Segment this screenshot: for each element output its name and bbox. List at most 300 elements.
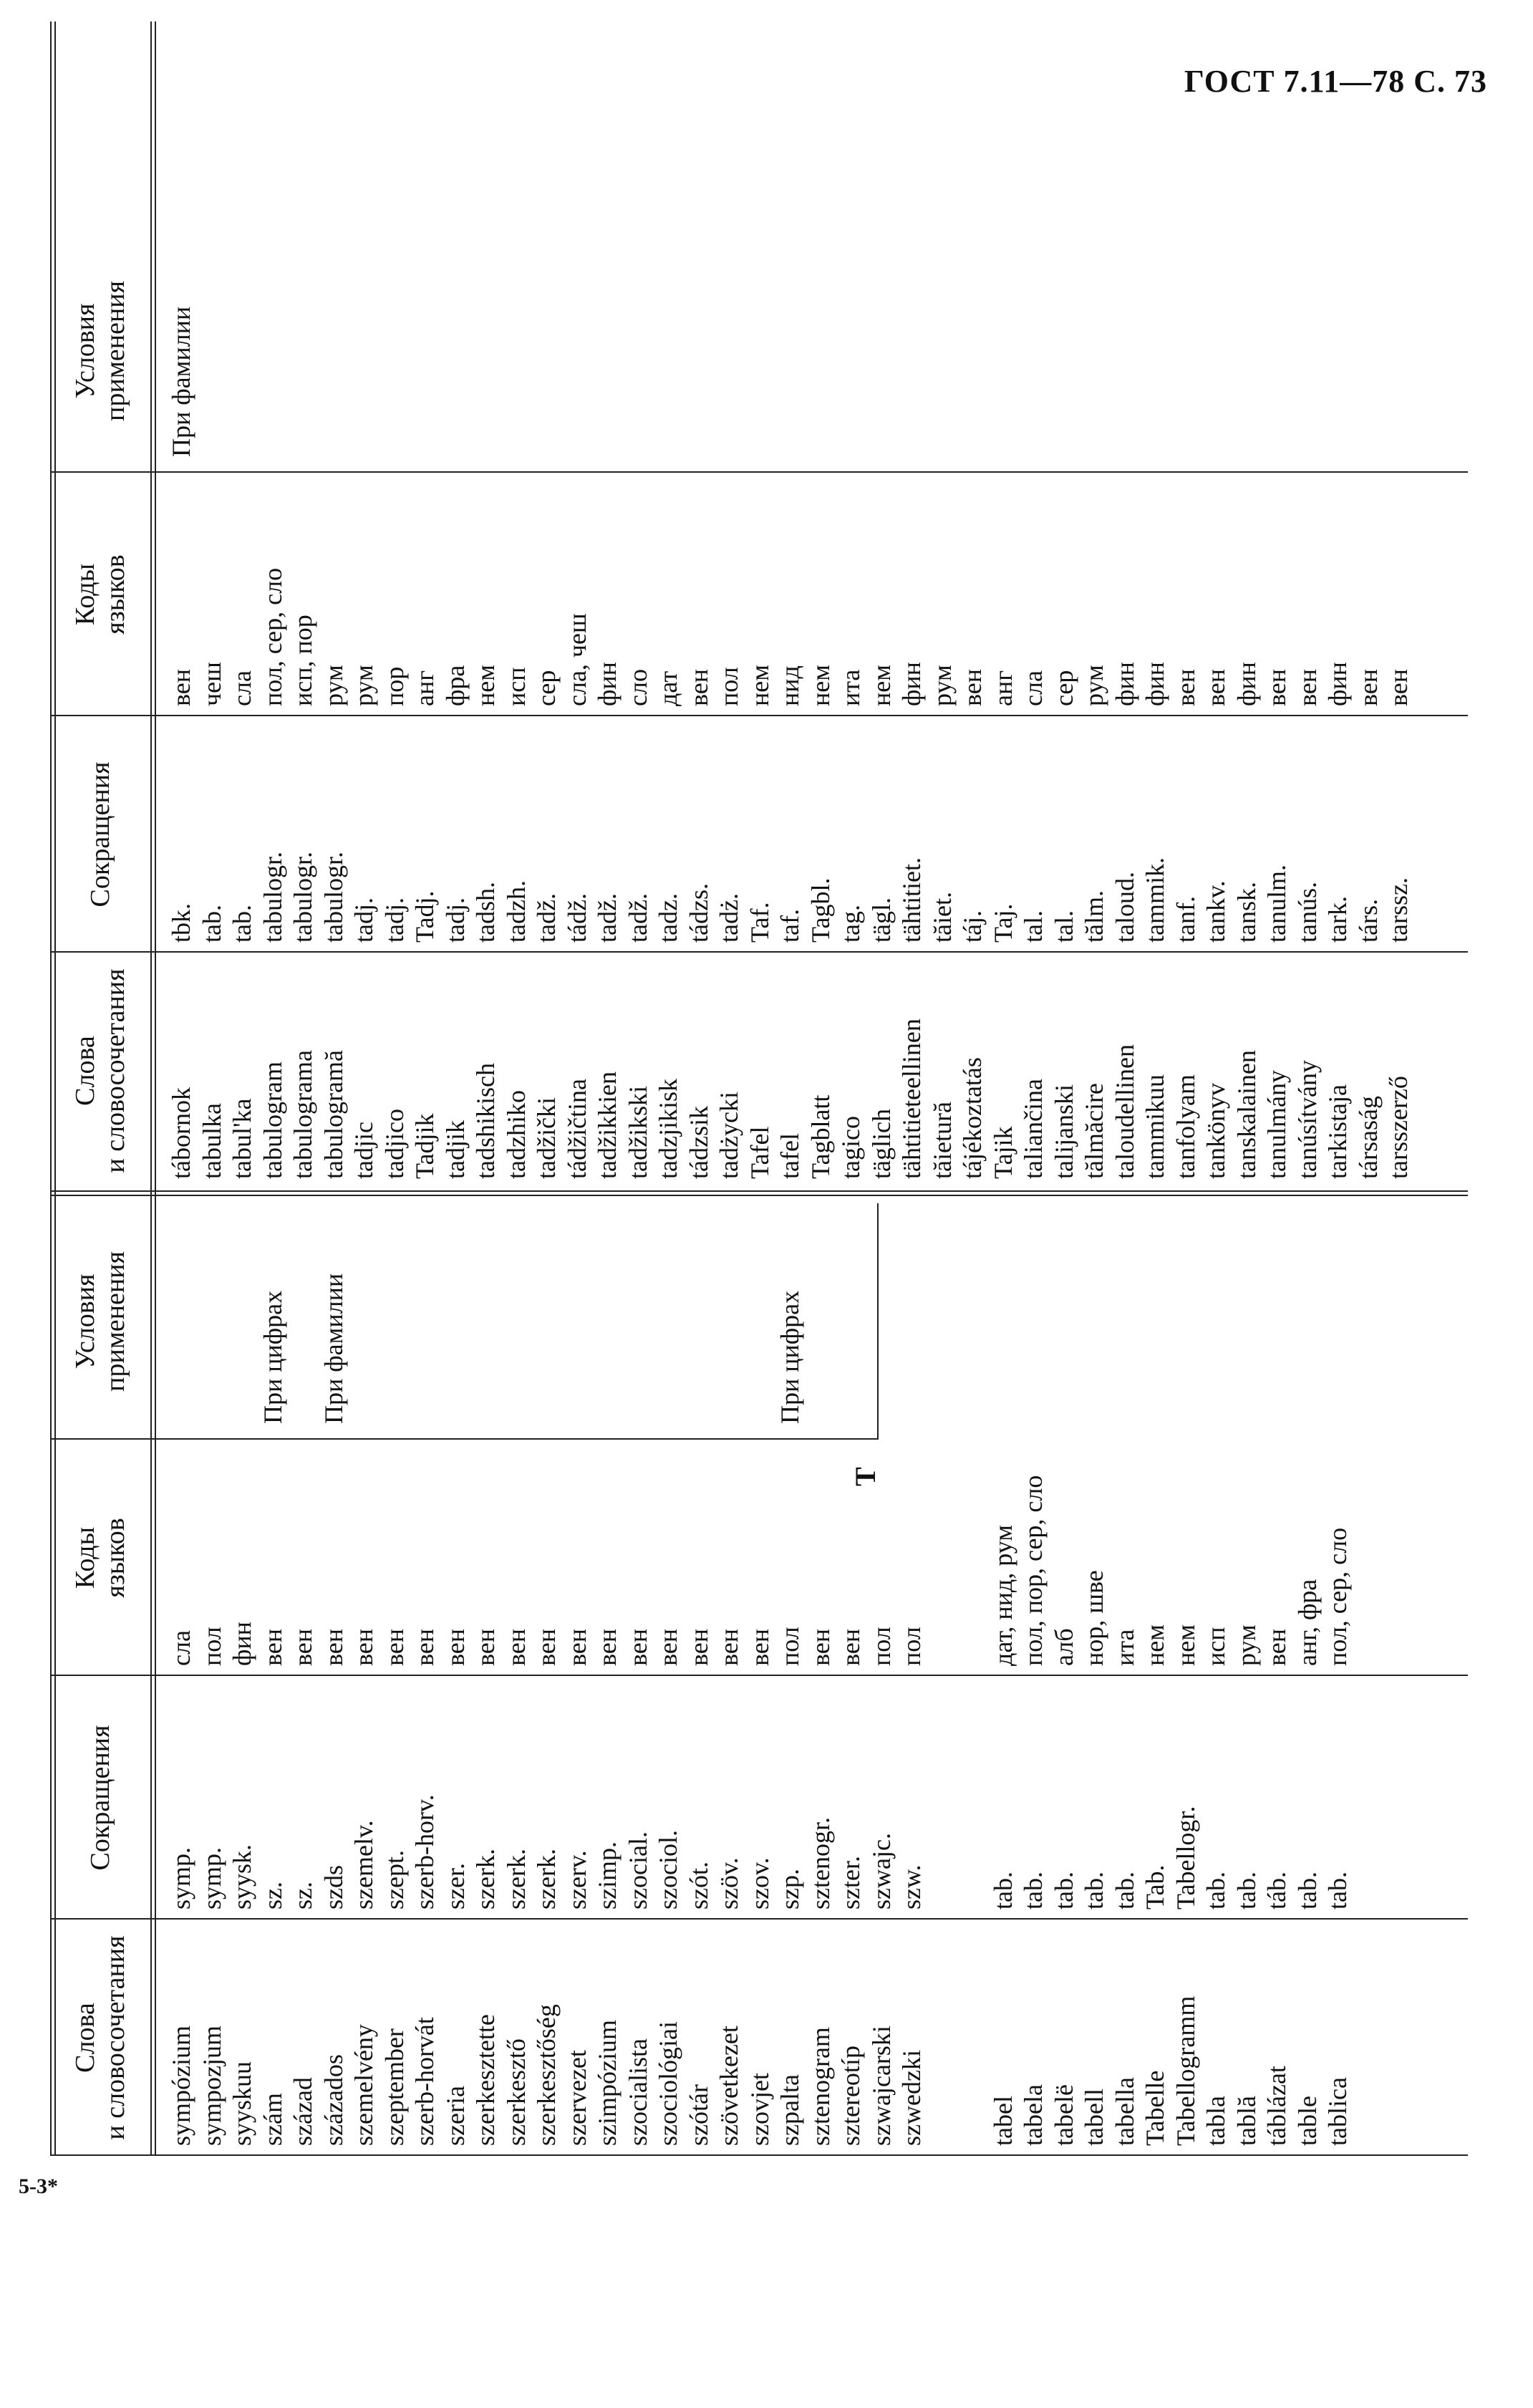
code-cell: сла, чеш: [562, 613, 591, 706]
condition-cell: [1262, 1203, 1292, 1424]
condition-cell: [349, 229, 379, 457]
word-cell: tabul'ka: [228, 1098, 256, 1179]
word-cell: tadzhiko: [501, 1090, 531, 1179]
condition-cell: [896, 229, 927, 457]
word-cell: század: [289, 2077, 317, 2146]
block-separator-double: [50, 1190, 1468, 1192]
abbr-cell: tabulogr.: [289, 852, 317, 943]
code-cell: фин: [1110, 662, 1139, 706]
abbr-cell: tabulogr.: [258, 852, 287, 943]
condition-cell: [197, 229, 228, 457]
condition-cell: [957, 1203, 988, 1424]
abbr-cell: társ.: [1353, 899, 1383, 943]
condition-cell: [775, 229, 806, 457]
column-rule: [50, 471, 1468, 473]
condition-cell: [1292, 1203, 1323, 1424]
column-rule: [50, 951, 1468, 953]
word-cell: szwajcarski: [866, 2026, 896, 2146]
code-cell: фин: [1141, 662, 1169, 706]
right-codes-column: [50, 473, 1468, 716]
word-cell: szervezet: [562, 2050, 591, 2146]
word-cell: tabelë: [1049, 2084, 1078, 2146]
word-cell: tanfolyam: [1171, 1074, 1200, 1179]
column-rule: [50, 1438, 877, 1440]
word-cell: táblázat: [1262, 2066, 1291, 2146]
abbr-cell: tammik.: [1141, 857, 1169, 943]
code-cell: вен: [289, 1628, 317, 1666]
code-cell: вен: [167, 668, 195, 706]
code-cell: исп: [1201, 1627, 1230, 1666]
word-cell: tadžikkien: [593, 1071, 622, 1179]
abbr-cell: tankv.: [1201, 880, 1230, 943]
code-cell: рум: [1232, 1624, 1261, 1666]
abbr-cell: tal.: [1049, 910, 1078, 943]
code-cell: вен: [684, 668, 713, 706]
word-cell: Tafel: [745, 1126, 774, 1179]
condition-cell: [410, 229, 440, 457]
abbr-cell: tarssz.: [1384, 877, 1413, 943]
condition-cell: [653, 229, 684, 457]
abbr-cell: tabulogr.: [319, 852, 348, 943]
word-cell: szwedzki: [897, 2050, 926, 2146]
page-header: ГОСТ 7.11—78 С. 73: [1184, 64, 1487, 99]
abbr-cell: tag.: [836, 905, 865, 943]
section-letter: Т: [849, 1467, 881, 1486]
condition-cell: [1262, 229, 1292, 457]
condition-cell: [684, 229, 715, 457]
condition-cell: [806, 229, 836, 457]
word-cell: tabell: [1080, 2089, 1108, 2146]
condition-cell: [1322, 1203, 1353, 1424]
abbr-cell: syysk.: [228, 1844, 256, 1909]
abbr-cell: tádž.: [562, 893, 591, 943]
condition-cell: [501, 229, 532, 457]
abbr-cell: Tab.: [1141, 1864, 1169, 1909]
word-cell: szpalta: [775, 2074, 804, 2146]
code-cell: фин: [593, 662, 622, 706]
code-cell: рум: [927, 665, 957, 706]
abbr-cell: szót.: [684, 1862, 713, 1909]
abbr-cell: Taf.: [745, 902, 774, 943]
abbr-cell: tab.: [228, 905, 256, 943]
code-cell: фин: [1323, 662, 1352, 706]
condition-cell: [470, 229, 501, 457]
abbr-cell: tab.: [988, 1872, 1017, 1909]
code-cell: нем: [806, 664, 835, 706]
condition-cell: При фамилии: [167, 306, 195, 457]
word-cell: tankönyv: [1201, 1083, 1230, 1179]
abbr-cell: tádzs.: [684, 883, 713, 943]
abbr-cell: tadj.: [379, 897, 409, 943]
table-top-rule: [50, 21, 52, 2156]
condition-cell: [988, 1203, 1019, 1424]
condition-cell: [1079, 1203, 1110, 1424]
code-cell: вен: [1353, 668, 1383, 706]
condition-cell: [410, 1203, 440, 1424]
abbr-cell: tadsh.: [471, 882, 500, 943]
code-cell: вен: [258, 1628, 287, 1666]
word-cell: szám: [258, 2093, 287, 2146]
condition-cell: [531, 1203, 562, 1424]
header-conditions-right: Условия применения: [70, 281, 130, 421]
code-cell: пор: [379, 666, 409, 706]
code-cell: ита: [1110, 1629, 1139, 1666]
word-cell: sympózium: [167, 2026, 195, 2146]
word-cell: szocialista: [623, 2038, 652, 2146]
word-cell: tájékoztatás: [958, 1057, 987, 1179]
code-cell: вен: [836, 1628, 865, 1666]
abbr-cell: tal.: [1019, 910, 1048, 943]
word-cell: tarkistaja: [1323, 1084, 1352, 1179]
word-cell: szeptember: [379, 2028, 409, 2146]
condition-cell: [714, 229, 745, 457]
code-cell: вен: [715, 1628, 743, 1666]
header-conditions: Условия применения: [70, 1251, 130, 1392]
word-cell: täglich: [866, 1109, 896, 1179]
header-rule-double: [155, 21, 156, 2156]
code-cell: пол: [897, 1627, 926, 1666]
word-cell: tarsszerző: [1384, 1076, 1413, 1179]
word-cell: taliančina: [1019, 1079, 1048, 1179]
abbr-cell: sz.: [289, 1882, 317, 1909]
code-cell: нор, шве: [1080, 1570, 1108, 1666]
code-cell: сла: [167, 1630, 195, 1666]
word-cell: tanúsítvány: [1292, 1060, 1322, 1179]
abbr-cell: táj.: [958, 910, 987, 943]
abbr-cell: tab.: [1049, 1872, 1078, 1909]
abbr-cell: tab.: [1201, 1872, 1230, 1909]
abbr-cell: tadj.: [349, 897, 378, 943]
code-cell: вен: [806, 1628, 835, 1666]
condition-cell: [1232, 1203, 1262, 1424]
condition-cell: [531, 229, 562, 457]
abbr-cell: táb.: [1262, 1872, 1291, 1909]
abbr-cell: tähtitiet.: [897, 857, 926, 943]
word-cell: tabulograma: [289, 1050, 317, 1179]
header-abbr-right: Сокращения: [85, 761, 115, 907]
word-cell: Tagblatt: [806, 1094, 835, 1179]
code-cell: вен: [745, 1628, 774, 1666]
abbr-cell: tălm.: [1080, 890, 1108, 943]
abbr-cell: tab.: [1292, 1872, 1322, 1909]
code-cell: вен: [1292, 668, 1322, 706]
word-cell: tabla: [1201, 2096, 1230, 2146]
word-cell: sztereotíp: [836, 2046, 865, 2146]
word-cell: szövetkezet: [715, 2026, 743, 2146]
condition-cell: [1322, 229, 1353, 457]
condition-cell: [227, 229, 258, 457]
abbr-cell: [957, 1676, 988, 1909]
code-cell: пол, сер, сло: [258, 567, 287, 706]
word-cell: tadžikski: [623, 1086, 652, 1179]
code-cell: [957, 1440, 988, 1666]
abbr-cell: tark.: [1323, 896, 1352, 943]
condition-cell: [745, 229, 775, 457]
abbr-cell: tab.: [197, 905, 226, 943]
abbr-cell: tanulm.: [1262, 865, 1291, 943]
word-cell: tádzsik: [684, 1106, 713, 1179]
condition-cell: [288, 1203, 319, 1424]
abbr-cell: tăiet.: [927, 892, 957, 943]
word-cell: tălmăcire: [1080, 1083, 1108, 1179]
abbr-cell: tadj.: [440, 897, 470, 943]
condition-cell: [288, 229, 319, 457]
code-cell: пол: [866, 1627, 896, 1666]
word-cell: tanulmány: [1262, 1070, 1291, 1179]
word-cell: tadjik: [440, 1120, 470, 1179]
abbr-cell: Tagbl.: [806, 877, 835, 943]
word-cell: szótár: [684, 2084, 713, 2146]
word-cell: table: [1292, 2096, 1322, 2146]
code-cell: фин: [1232, 662, 1261, 706]
header-codes: Коды языков: [70, 1518, 130, 1598]
condition-cell: [653, 1203, 684, 1424]
condition-cell: [1018, 229, 1049, 457]
condition-cell: [197, 1203, 228, 1424]
abbr-cell: szds: [319, 1865, 348, 1909]
word-cell: szerb-horvát: [410, 2017, 439, 2146]
partial-bottom-rule: [877, 1203, 879, 1440]
code-cell: вен: [501, 1628, 531, 1666]
abbr-cell: szerb-horv.: [410, 1794, 439, 1909]
word-cell: tabel: [988, 2096, 1017, 2146]
word-cell: tadżycki: [715, 1092, 743, 1179]
left-abbr-column: [50, 1676, 1468, 1920]
word-cell: Tabellogramm: [1171, 1995, 1200, 2146]
condition-cell: [440, 1203, 471, 1424]
condition-cell: [957, 229, 988, 457]
abbr-cell: szemelv.: [349, 1820, 378, 1909]
word-cell: tadjico: [379, 1109, 409, 1179]
condition-cell: [1201, 229, 1232, 457]
word-cell: társaság: [1353, 1096, 1383, 1179]
condition-cell: [319, 229, 349, 457]
code-cell: [927, 1440, 958, 1666]
abbr-cell: szov.: [745, 1857, 774, 1909]
abbr-cell: Tadj.: [410, 890, 439, 943]
abbr-cell: tbk.: [167, 902, 195, 943]
code-cell: нем: [471, 664, 500, 706]
abbr-cell: symp.: [167, 1846, 195, 1909]
word-cell: szerkesztette: [471, 2014, 500, 2146]
word-cell: szovjet: [745, 2073, 774, 2146]
word-cell: tadzjikisk: [654, 1079, 682, 1179]
condition-cell: [592, 229, 623, 457]
condition-cell: [1049, 1203, 1080, 1424]
condition-cell: [836, 1203, 866, 1424]
word-cell: tabulogram: [258, 1061, 287, 1179]
word-cell: tähtitieteellinen: [897, 1018, 926, 1179]
code-cell: фин: [897, 662, 926, 706]
header-rule: [150, 21, 152, 2156]
page-signature-mark: 5-3*: [19, 2175, 58, 2198]
abbr-cell: szerv.: [562, 1850, 591, 1909]
word-cell: tăietură: [927, 1102, 957, 1179]
condition-cell: [501, 1203, 532, 1424]
word-cell: szociológiai: [654, 2021, 682, 2146]
abbr-cell: szept.: [379, 1850, 409, 1909]
code-cell: ита: [836, 669, 865, 706]
condition-cell: [1110, 1203, 1141, 1424]
code-cell: сла: [228, 670, 256, 706]
code-cell: дат: [654, 670, 682, 706]
code-cell: нид: [775, 665, 804, 706]
word-cell: szemelvény: [349, 2024, 378, 2146]
header-words: Слова и словосочетания: [70, 1935, 130, 2140]
column-rule: [50, 715, 1468, 716]
word-cell: [927, 1920, 958, 2146]
code-cell: анг: [988, 670, 1017, 706]
condition-cell: [806, 1203, 836, 1424]
right-abbr-column: [50, 716, 1468, 953]
header-codes-right: Коды языков: [70, 554, 130, 635]
word-cell: tammikuu: [1141, 1074, 1169, 1179]
condition-cell: [1018, 1203, 1049, 1424]
code-cell: вен: [684, 1628, 713, 1666]
code-cell: чеш: [197, 662, 226, 706]
abbr-cell: szerk.: [501, 1849, 531, 1909]
abbr-cell: szer.: [440, 1863, 470, 1909]
condition-cell: [684, 1203, 715, 1424]
code-cell: фра: [440, 665, 470, 706]
code-cell: дат, нид, рум: [988, 1524, 1017, 1666]
code-cell: сер: [532, 670, 561, 706]
word-cell: szimpózium: [593, 2020, 622, 2146]
code-cell: вен: [379, 1628, 409, 1666]
code-cell: вен: [562, 1628, 591, 1666]
code-cell: вен: [1262, 1628, 1291, 1666]
condition-cell: [1201, 1203, 1232, 1424]
code-cell: сло: [623, 669, 652, 706]
abbr-cell: tab.: [1232, 1872, 1261, 1909]
code-cell: сер: [1049, 670, 1078, 706]
code-cell: нем: [1171, 1624, 1200, 1666]
abbr-cell: symp.: [197, 1846, 226, 1909]
right-conditions-column: [50, 229, 1468, 473]
abbr-cell: tab.: [1019, 1872, 1048, 1909]
code-cell: анг: [410, 670, 439, 706]
condition-cell: [745, 1203, 775, 1424]
condition-cell: [440, 229, 471, 457]
condition-cell: [562, 1203, 593, 1424]
word-cell: syyskuu: [228, 2061, 256, 2146]
word-cell: taloudellinen: [1110, 1044, 1139, 1179]
header-abbr: Сокращения: [85, 1725, 115, 1871]
word-cell: tablă: [1232, 2096, 1261, 2146]
abbr-cell: Taj.: [988, 903, 1017, 943]
code-cell: вен: [1262, 668, 1291, 706]
condition-cell: [1110, 229, 1141, 457]
code-cell: вен: [623, 1628, 652, 1666]
word-cell: sympozjum: [197, 2026, 226, 2146]
condition-cell: [927, 1203, 958, 1424]
right-words-column: [50, 953, 1468, 1189]
word-cell: tagico: [836, 1116, 865, 1179]
left-codes-column: [50, 1440, 1468, 1676]
word-cell: tanskalainen: [1232, 1050, 1261, 1179]
word-cell: tabella: [1110, 2077, 1139, 2146]
abbr-cell: szter.: [836, 1856, 865, 1909]
code-cell: вен: [349, 1628, 378, 1666]
block-separator: [50, 1195, 1468, 1196]
left-words-column: [50, 1920, 1468, 2156]
code-cell: пол: [715, 667, 743, 706]
condition-cell: [1079, 229, 1110, 457]
word-cell: tablica: [1323, 2077, 1352, 2146]
rotated-table: [50, 7, 1468, 2156]
left-conditions-column: [50, 1203, 1468, 1440]
code-cell: нем: [1141, 1624, 1169, 1666]
code-cell: пол, сер, сло: [1323, 1527, 1352, 1666]
abbr-cell: tab.: [1110, 1872, 1139, 1909]
condition-cell: [258, 229, 289, 457]
abbr-cell: tadž.: [623, 893, 652, 943]
abbr-cell: tab.: [1080, 1872, 1108, 1909]
abbr-cell: szw.: [897, 1864, 926, 1909]
code-cell: вен: [319, 1628, 348, 1666]
column-rule: [50, 2154, 1468, 2156]
abbr-cell: tanús.: [1292, 882, 1322, 943]
condition-cell: [1171, 229, 1201, 457]
condition-cell: [379, 229, 410, 457]
word-cell: szeria: [440, 2086, 470, 2146]
abbr-cell: szerk.: [532, 1849, 561, 1909]
condition-cell: [866, 229, 897, 457]
condition-cell: [166, 1203, 197, 1424]
condition-cell: [927, 229, 958, 457]
abbr-cell: szocial.: [623, 1831, 652, 1909]
word-cell: tafel: [775, 1133, 804, 1179]
word-cell: Tajik: [988, 1126, 1017, 1179]
condition-cell: [1383, 229, 1414, 457]
word-cell: szerkesztő: [501, 2038, 531, 2146]
code-cell: вен: [1201, 668, 1230, 706]
table-top-rule-double: [54, 21, 56, 2156]
abbr-cell: tansk.: [1232, 882, 1261, 943]
code-cell: вен: [654, 1628, 682, 1666]
condition-cell: При фамилии: [319, 1273, 348, 1424]
code-cell: исп, пор: [289, 615, 317, 706]
condition-cell: [623, 1203, 654, 1424]
code-cell: пол, пор, сер, сло: [1019, 1475, 1048, 1666]
abbr-cell: tadż.: [715, 893, 743, 943]
abbr-cell: tadzh.: [501, 880, 531, 943]
word-cell: tabela: [1019, 2084, 1048, 2146]
condition-cell: [836, 229, 866, 457]
abbr-cell: szimp.: [593, 1841, 622, 1909]
word-cell: tabulka: [197, 1103, 226, 1179]
header-words-right: Слова и словосочетания: [70, 968, 130, 1173]
abbr-cell: tadž.: [593, 893, 622, 943]
code-cell: рум: [319, 665, 348, 706]
word-cell: [957, 1920, 988, 2146]
word-cell: Tabelle: [1141, 2070, 1169, 2146]
condition-cell: [988, 229, 1019, 457]
abbr-cell: szwajc.: [866, 1833, 896, 1909]
condition-cell: [470, 1203, 501, 1424]
abbr-cell: Tabellogr.: [1171, 1806, 1200, 1909]
word-cell: tabulogramă: [319, 1050, 348, 1179]
abbr-cell: sztenogr.: [806, 1817, 835, 1909]
abbr-cell: taloud.: [1110, 872, 1139, 943]
abbr-cell: tägl.: [866, 897, 896, 943]
word-cell: szerkesztőség: [532, 2004, 561, 2146]
code-cell: вен: [471, 1628, 500, 1666]
code-cell: исп: [501, 667, 531, 706]
word-cell: tadshikisch: [471, 1063, 500, 1179]
code-cell: сла: [1019, 670, 1048, 706]
condition-cell: [1232, 229, 1262, 457]
